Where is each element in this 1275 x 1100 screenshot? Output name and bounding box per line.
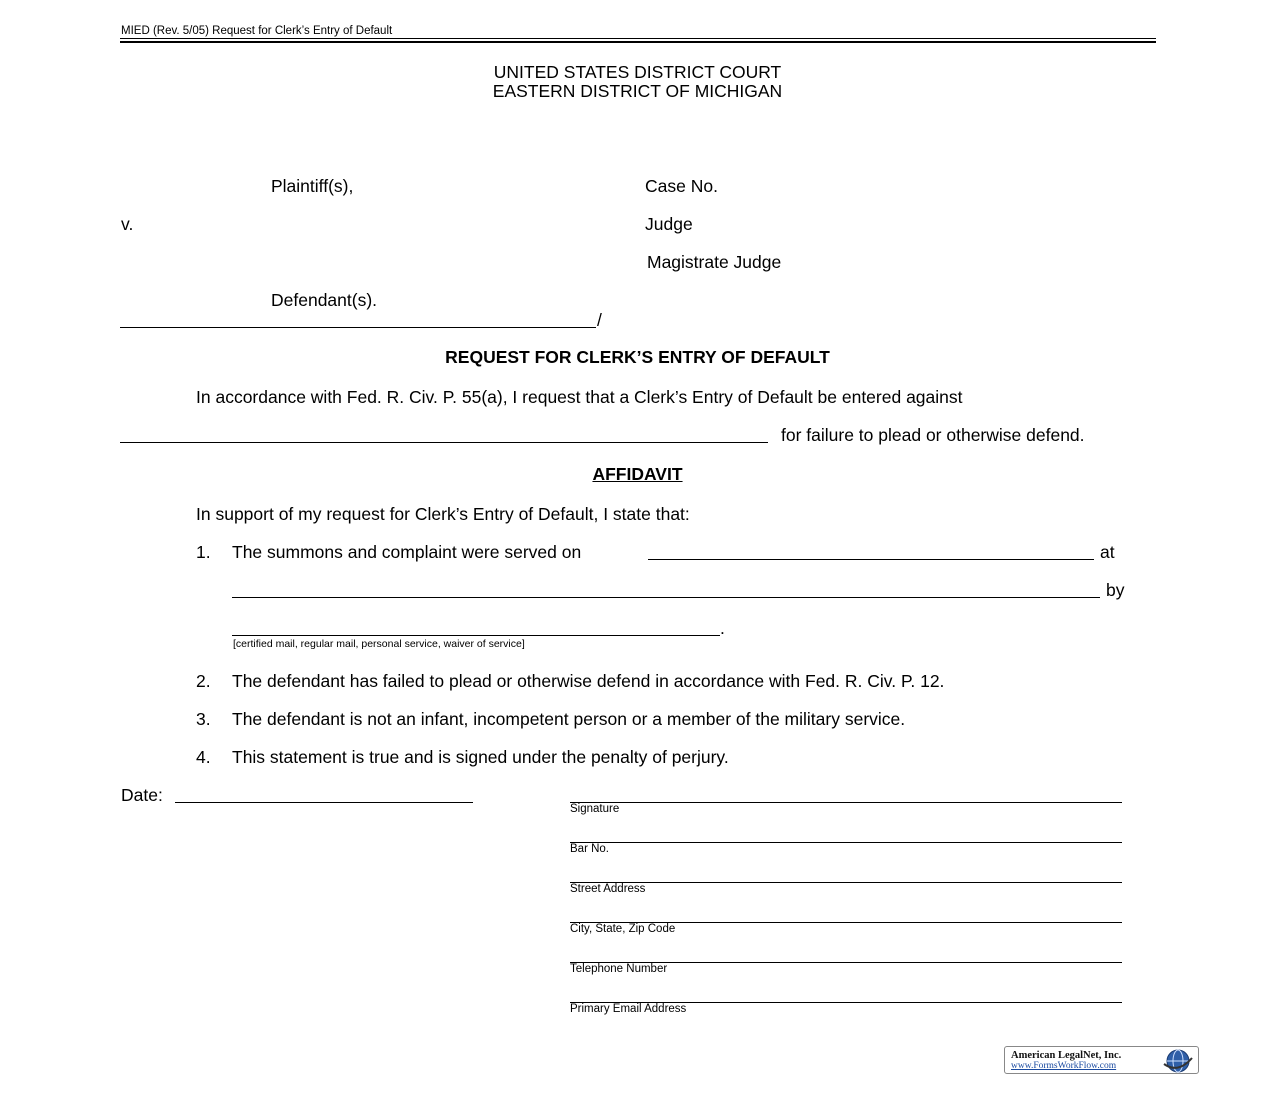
item1-by: by — [1106, 580, 1125, 600]
email-label: Primary Email Address — [570, 1003, 687, 1015]
telephone-label: Telephone Number — [570, 963, 668, 975]
item3-text: The defendant is not an infant, incompetent person or a member of the military service. — [232, 709, 906, 729]
item1-at: at — [1100, 542, 1115, 562]
item1-period: . — [720, 618, 725, 638]
item4-number: 4. — [196, 747, 211, 767]
american-legalnet-logo[interactable] — [1004, 1046, 1199, 1074]
service-method-blank[interactable] — [232, 635, 720, 636]
form-id-header: MIED (Rev. 5/05) Request for Clerk’s Entry of Default — [121, 25, 393, 37]
signature-line[interactable] — [570, 802, 1122, 803]
signature-label: Signature — [570, 803, 620, 815]
street-address-line[interactable] — [570, 882, 1122, 883]
date-blank[interactable] — [175, 802, 473, 803]
item2-text: The defendant has failed to plead or otherwise defend in accordance with Fed. R. Civ. P. 12. — [232, 671, 945, 691]
caption-rule — [120, 327, 596, 328]
globe-icon — [1158, 1048, 1196, 1074]
item1-number: 1. — [196, 542, 211, 562]
city-state-zip-label: City, State, Zip Code — [570, 923, 676, 935]
request-text-end: for failure to plead or otherwise defend. — [781, 425, 1085, 445]
bar-no-line[interactable] — [570, 842, 1122, 843]
versus-label: v. — [121, 214, 134, 234]
header-rule-thin — [120, 38, 1156, 39]
magistrate-judge-label: Magistrate Judge — [647, 252, 782, 272]
affidavit-intro: In support of my request for Clerk’s Entry of Default, I state that: — [196, 504, 690, 524]
street-address-label: Street Address — [570, 883, 646, 895]
affidavit-title: AFFIDAVIT — [592, 464, 683, 484]
plaintiff-label: Plaintiff(s), — [271, 176, 354, 196]
defendant-name-blank[interactable] — [120, 442, 768, 443]
logo-company-name: American LegalNet, Inc. — [1011, 1050, 1122, 1061]
caption-slash: / — [597, 310, 602, 330]
item3-number: 3. — [196, 709, 211, 729]
court-name: UNITED STATES DISTRICT COURT — [493, 62, 782, 82]
service-date-blank[interactable] — [648, 559, 1094, 560]
judge-label: Judge — [645, 214, 693, 234]
case-no-label: Case No. — [645, 176, 718, 196]
request-title: REQUEST FOR CLERK’S ENTRY OF DEFAULT — [445, 347, 830, 367]
item4-text: This statement is true and is signed under the penalty of perjury. — [232, 747, 729, 767]
request-text: In accordance with Fed. R. Civ. P. 55(a), I request that a Clerk’s Entry of Default be entered against — [196, 387, 963, 407]
item2-number: 2. — [196, 671, 211, 691]
item1-text: The summons and complaint were served on — [232, 542, 582, 562]
service-method-hint: [certified mail, regular mail, personal service, waiver of service] — [233, 638, 525, 650]
defendant-label: Defendant(s). — [271, 290, 378, 310]
bar-no-label: Bar No. — [570, 843, 609, 855]
logo-url-link[interactable]: www.FormsWorkFlow.com — [1011, 1061, 1117, 1071]
court-district: EASTERN DISTRICT OF MICHIGAN — [492, 81, 783, 101]
header-rule-thick — [120, 41, 1156, 43]
date-label: Date: — [121, 785, 163, 805]
service-location-blank[interactable] — [232, 597, 1100, 598]
